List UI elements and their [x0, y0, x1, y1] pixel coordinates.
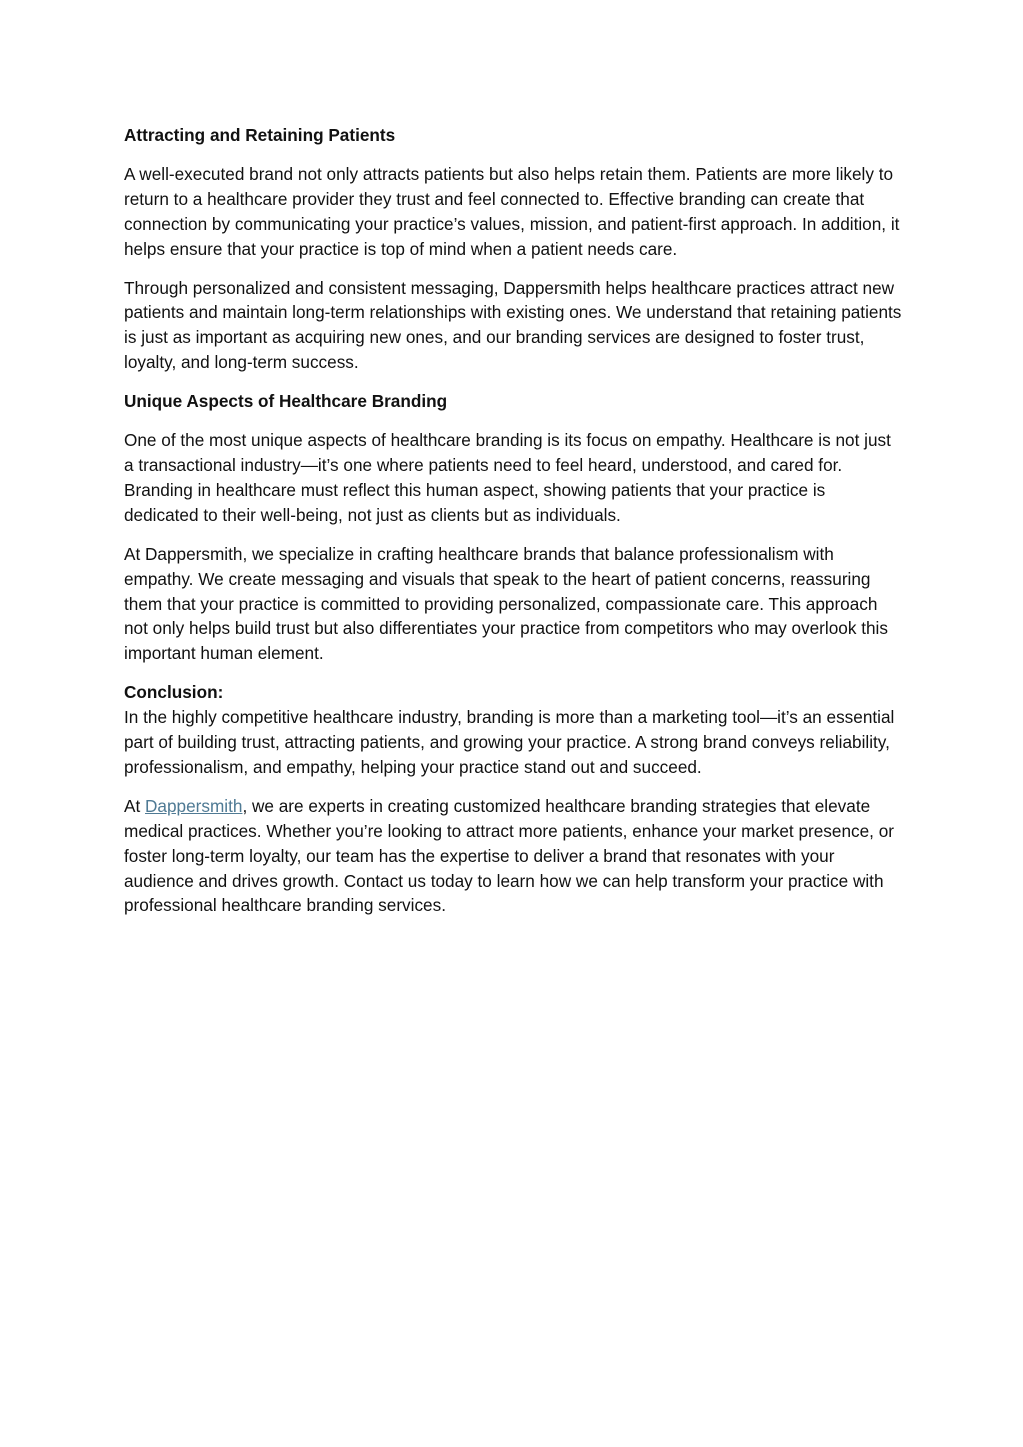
- section-heading-attracting: Attracting and Retaining Patients: [124, 125, 396, 145]
- section-heading-unique: Unique Aspects of Healthcare Branding: [124, 391, 448, 412]
- paragraph-unique-2: At Dappersmith, we specialize in crafting healthcare brands that balance professionalism with empathy. We create messaging and visuals that speak to the heart of patient concerns, reassuring them that your practice is committed to providing personalized, compassionate care. This approach not only helps build trust but also differentiates your practice from competitors who may overlook this important human element.: [124, 543, 888, 664]
- paragraph-attracting-1: A well-executed brand not only attracts patients but also helps retain them. Patients are more likely to return to a healthcare provider they trust and feel connected to. Effective branding can create that connection by communicating your practice’s values, mission, and patient-first approach. In addition, it helps ensure that your practice is top of mind when a patient needs care.: [124, 163, 900, 259]
- paragraph-attracting-2: Through personalized and consistent messaging, Dappersmith helps healthcare practices attract new patients and maintain long-term relationships with existing ones. We understand that retaining patients is just as important as acquiring new ones, and our branding services are designed to foster trust, loyalty, and long-term success.: [124, 277, 902, 373]
- paragraph-conclusion-2: [124, 794, 904, 919]
- document-page: [124, 123, 904, 932]
- conclusion-prefix-text: At: [124, 795, 146, 816]
- paragraph-unique-1: One of the most unique aspects of healthcare branding is its focus on empathy. Healthcare is not just a transactional industry—it’s one where patients need to feel heard, understood, and cared for. Branding in healthcare must reflect this human aspect, showing patients that your practice is dedicated to their well-being, not just as clients but as individuals.: [124, 430, 891, 525]
- dappersmith-link[interactable]: Dappersmith: [145, 795, 243, 816]
- paragraph-conclusion-1: In the highly competitive healthcare industry, branding is more than a marketing tool—it’s an essential part of building trust, attracting patients, and growing your practice. A strong brand conveys reliability, professionalism, and empathy, helping your practice stand out and succeed.: [124, 707, 895, 777]
- conclusion-suffix-text: , we are experts in creating customized healthcare branding strategies that elevate medical practices. Whether you’re looking to attract more patients, enhance your market presence, or foster long-term loyalty, our team has the expertise to deliver a brand that resonates with your audience and drives growth. Contact us today to learn how we can help transform your practice with professional healthcare branding services.: [124, 795, 894, 916]
- section-heading-conclusion: Conclusion:: [124, 682, 224, 703]
